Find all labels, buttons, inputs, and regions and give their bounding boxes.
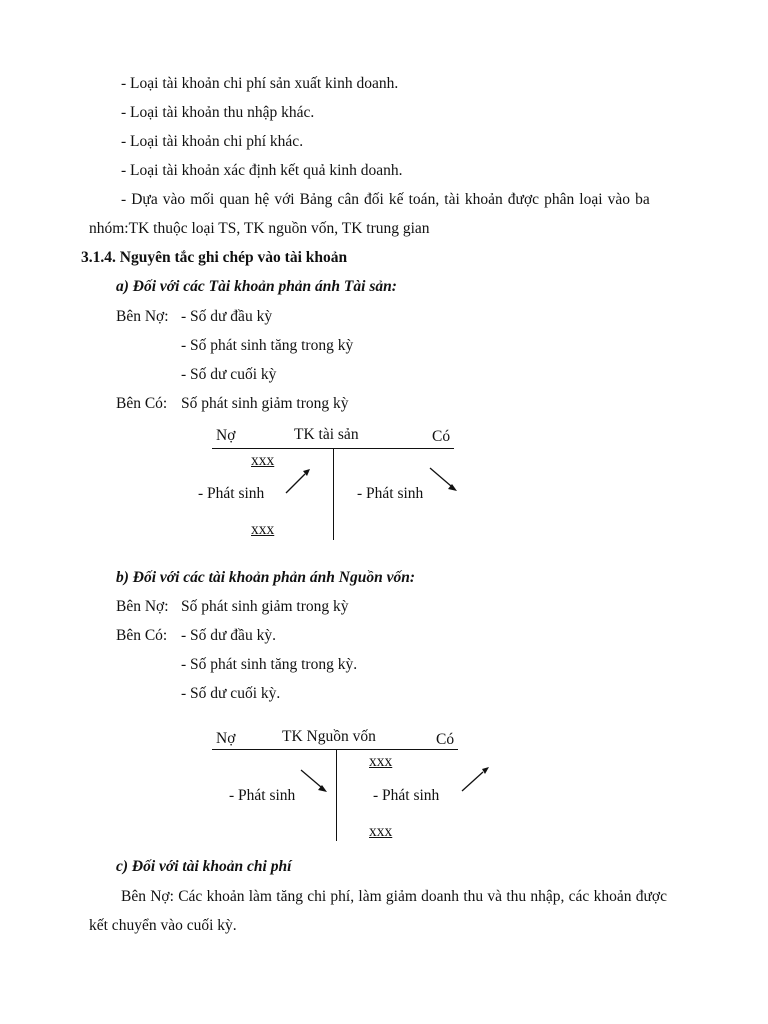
debit-label: Bên Nợ:: [116, 598, 169, 615]
list-item: - Loại tài khoản chi phí khác.: [121, 133, 304, 150]
section-heading: 3.1.4. Nguyên tắc ghi chép vào tài khoản: [81, 249, 348, 266]
closing-balance: xxx: [251, 521, 275, 538]
t-account-credit-label: Có: [436, 731, 455, 748]
credit-entry: - Phát sinh: [357, 485, 424, 502]
paragraph-line: Bên Nợ: Các khoản làm tăng chi phí, làm giảm doanh thu và thu nhập, các khoản được: [121, 888, 667, 905]
subsection-heading-a: a) Đối với các Tài khoản phản ánh Tài sản:: [116, 278, 397, 295]
list-item: - Loại tài khoản xác định kết quả kinh doanh.: [121, 162, 403, 179]
paragraph-line: nhóm:TK thuộc loại TS, TK nguồn vốn, TK trung gian: [89, 220, 430, 237]
debit-entry: - Phát sinh: [229, 787, 296, 804]
debit-item: - Số phát sinh tăng trong kỳ: [181, 337, 354, 354]
credit-text: Số phát sinh giảm trong kỳ: [181, 395, 349, 412]
credit-item: - Số dư cuối kỳ.: [181, 685, 281, 702]
debit-label: Bên Nợ:: [116, 308, 169, 325]
credit-item: - Số phát sinh tăng trong kỳ.: [181, 656, 358, 673]
t-account-title: TK tài sản: [294, 426, 359, 443]
list-item: - Loại tài khoản thu nhập khác.: [121, 104, 315, 121]
debit-text: Số phát sinh giảm trong kỳ: [181, 598, 349, 615]
paragraph-line: kết chuyển vào cuối kỳ.: [89, 917, 237, 934]
credit-item: - Số dư đầu kỳ.: [181, 627, 276, 644]
subsection-heading-c: c) Đối với tài khoản chi phí: [116, 858, 292, 875]
paragraph-line: - Dựa vào mối quan hệ với Bảng cân đối kế toán, tài khoản được phân loại vào ba: [121, 191, 650, 208]
debit-item: - Số dư cuối kỳ: [181, 366, 277, 383]
t-account-debit-label: Nợ: [216, 427, 236, 444]
closing-balance: xxx: [369, 823, 393, 840]
subsection-heading-b: b) Đối với các tài khoản phản ánh Nguồn vốn:: [116, 569, 415, 586]
credit-label: Bên Có:: [116, 395, 168, 412]
t-account-title: TK Nguồn vốn: [282, 728, 376, 745]
opening-balance: xxx: [251, 452, 275, 469]
opening-balance: xxx: [369, 753, 393, 770]
list-item: - Loại tài khoản chi phí sản xuất kinh doanh.: [121, 75, 399, 92]
t-account-credit-label: Có: [432, 428, 451, 445]
credit-entry: - Phát sinh: [373, 787, 440, 804]
credit-label: Bên Có:: [116, 627, 168, 644]
debit-item: - Số dư đầu kỳ: [181, 308, 273, 325]
debit-entry: - Phát sinh: [198, 485, 265, 502]
t-account-debit-label: Nợ: [216, 730, 236, 747]
